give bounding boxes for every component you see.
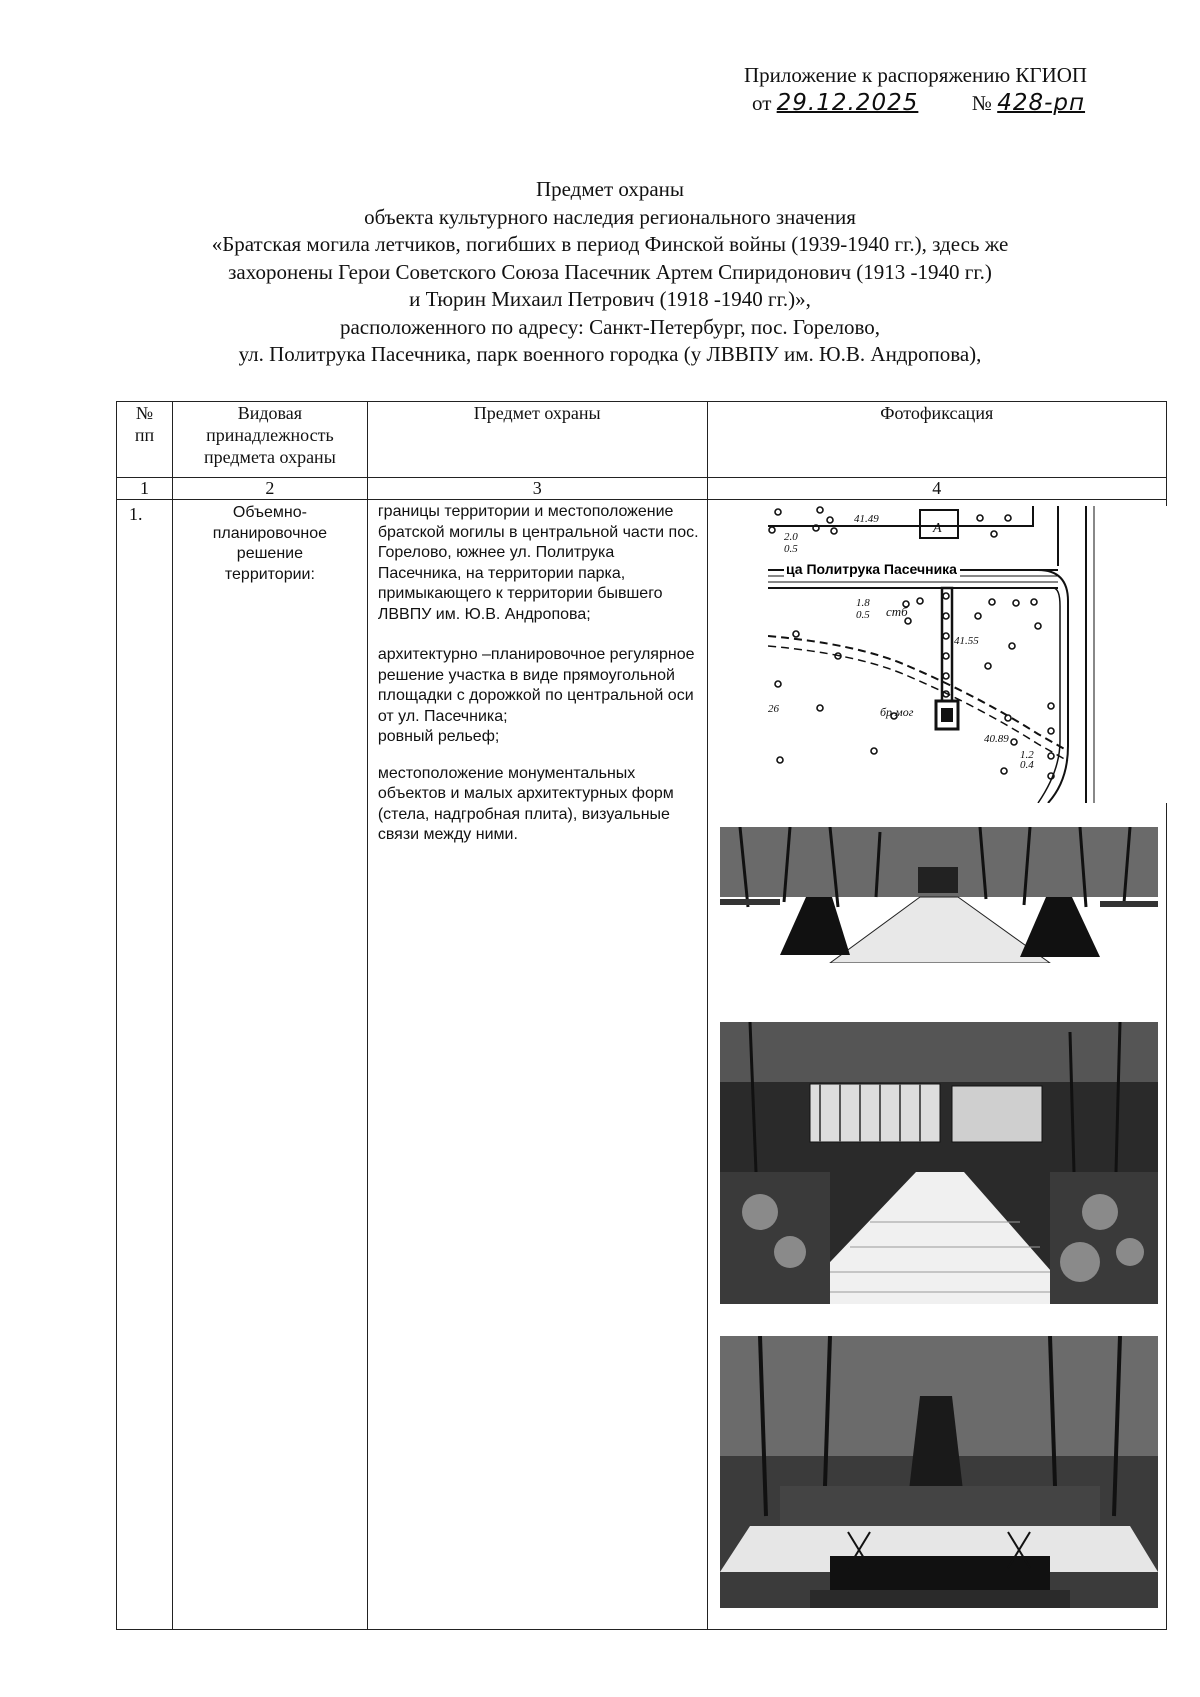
map-label-grave: бр мог bbox=[879, 705, 913, 719]
map-note: 0.5 bbox=[783, 543, 798, 555]
header-subject: Предмет охраны bbox=[367, 402, 707, 478]
site-map bbox=[768, 506, 1168, 803]
header-type-line: Видовая bbox=[237, 403, 303, 423]
column-number: 3 bbox=[367, 478, 707, 500]
description-paragraph: связи между ними. bbox=[377, 826, 518, 843]
photo-alley-building bbox=[720, 1022, 1158, 1304]
row-type bbox=[172, 500, 367, 1630]
document-heading bbox=[120, 176, 1100, 369]
handwritten-date: 29.12.2025 bbox=[776, 90, 919, 116]
map-label-stb: стб bbox=[885, 604, 908, 619]
map-note: 2.0 bbox=[783, 531, 798, 543]
row-photos bbox=[707, 500, 1166, 1630]
number-label: № bbox=[971, 91, 992, 115]
map-elevation: 41.55 bbox=[953, 635, 979, 647]
appendix-date-line bbox=[752, 90, 1085, 116]
map-elevation: 40.89 bbox=[983, 733, 1009, 745]
header-type-line: предмета охраны bbox=[204, 447, 336, 467]
map-label-a: А bbox=[932, 521, 942, 536]
header-type-line: принадлежность bbox=[206, 425, 334, 445]
header-number-line: пп bbox=[134, 425, 155, 445]
row-description bbox=[367, 500, 707, 1630]
heading-line: объекта культурного наследия регионального значения bbox=[364, 204, 856, 229]
heading-line: «Братская могила летчиков, погибших в период Финской войны (1939-1940 гг.), здесь же bbox=[211, 232, 1009, 256]
map-note: 0.4 bbox=[1019, 759, 1034, 771]
map-note: 1.8 bbox=[855, 597, 870, 609]
photo-memorial bbox=[720, 1336, 1158, 1608]
description-paragraph: местоположение монументальных объектов и малых архитектурных форм (стела, надгробная плита), визуальные bbox=[377, 764, 674, 823]
appendix-title: Приложение к распоряжению КГИОП bbox=[744, 63, 1088, 87]
heading-line: Предмет охраны bbox=[535, 177, 685, 201]
header-number bbox=[117, 402, 173, 478]
column-number: 4 bbox=[707, 478, 1166, 500]
row-type-line: планировочное bbox=[212, 524, 328, 542]
description-paragraph: архитектурно –планировочное регулярное решение участка в виде прямоугольной площадки с дорожкой по центральной оси от ул. Пасечника; bbox=[377, 646, 695, 725]
protection-table bbox=[116, 401, 1167, 1630]
header-photo: Фотофиксация bbox=[707, 402, 1166, 478]
photo-alley-winter bbox=[720, 827, 1158, 963]
header-type bbox=[172, 402, 367, 478]
column-number-row bbox=[117, 478, 1167, 500]
map-note: 1.2 bbox=[1019, 749, 1034, 761]
from-label: от bbox=[752, 91, 772, 115]
row-type-line: Объемно- bbox=[232, 504, 307, 521]
map-elevation: 41.49 bbox=[853, 513, 879, 525]
heading-line: захоронены Герои Советского Союза Пасечник Артем Спиридонович (1913 -1940 гг.) bbox=[228, 259, 992, 284]
heading-line: ул. Политрука Пасечника, парк военного городка (у ЛВВПУ им. Ю.В. Андропова), bbox=[238, 342, 982, 366]
row-type-line: решение bbox=[236, 545, 303, 562]
description-paragraph: границы территории и местоположение братской могилы в центральной части пос. Горелово, южнее ул. Политрука Пасечника, на территории парка, примыкающего к территории бывшего ЛВВПУ им. Ю.В. Андропова; bbox=[377, 503, 699, 623]
column-number: 2 bbox=[172, 478, 367, 500]
table-header-row bbox=[117, 402, 1167, 478]
heading-line: расположенного по адресу: Санкт-Петербург, пос. Горелово, bbox=[339, 314, 881, 339]
description-paragraph: ровный рельеф; bbox=[377, 728, 500, 745]
map-note: 26 bbox=[767, 703, 779, 715]
table-row bbox=[117, 500, 1167, 1630]
map-street-label: ца Политрука Пасечника bbox=[785, 561, 957, 577]
map-note: 0.5 bbox=[855, 609, 870, 621]
heading-line: и Тюрин Михаил Петрович (1918 -1940 гг.)», bbox=[409, 287, 811, 311]
handwritten-number: 428-рп bbox=[997, 90, 1086, 116]
header-number-line: № bbox=[135, 403, 154, 423]
row-number: 1. bbox=[117, 500, 173, 1630]
row-type-line: территории: bbox=[224, 565, 315, 583]
column-number: 1 bbox=[117, 478, 173, 500]
